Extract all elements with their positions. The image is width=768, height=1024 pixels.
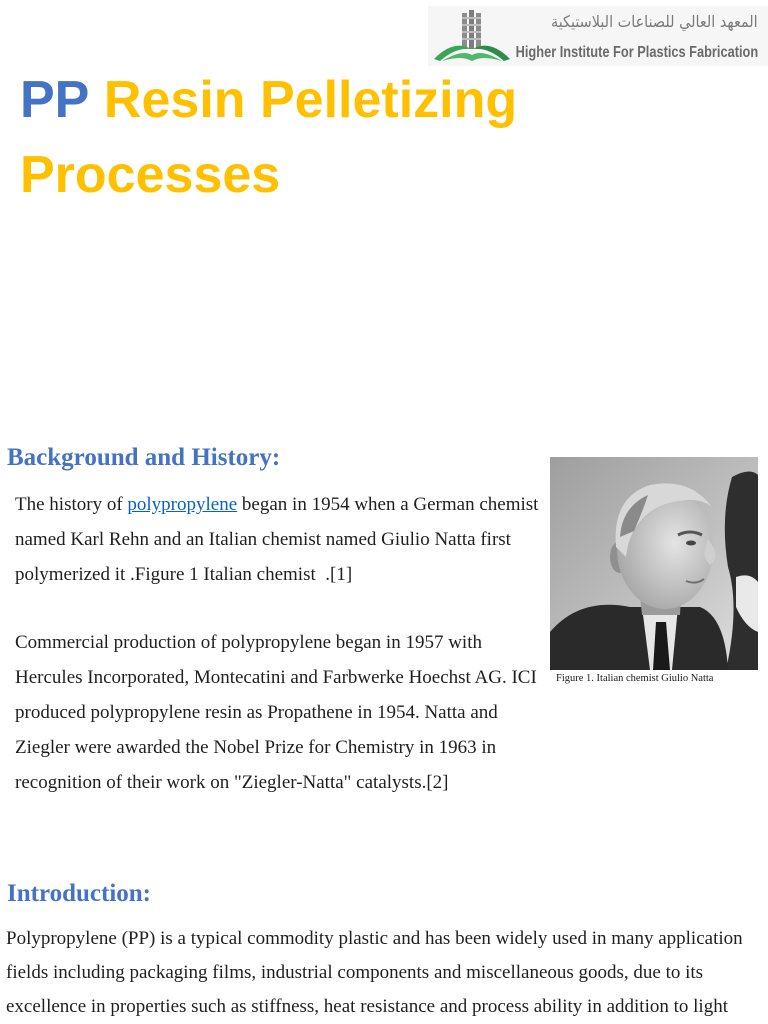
- paragraph-line: named Karl Rehn and an Italian chemist named Giulio Natta first: [15, 529, 511, 550]
- institute-english-name: Higher Institute For Plastics Fabrication: [515, 44, 758, 61]
- background-heading: Background and History:: [7, 444, 281, 471]
- paragraph-line: fields including packaging films, industrial components and miscellaneous goods, due to its: [6, 962, 704, 983]
- text-run: The history of: [15, 494, 128, 515]
- paragraph-line: [15, 487, 538, 522]
- background-paragraph-1: [15, 487, 538, 592]
- page-title: [20, 63, 517, 213]
- polypropylene-link[interactable]: polypropylene: [127, 494, 238, 515]
- text-run: began in 1954 when a German chemist: [237, 494, 539, 515]
- title-line1: Resin Pelletizing: [103, 71, 518, 129]
- title-prefix: PP: [20, 71, 90, 129]
- background-paragraph-2: [15, 625, 537, 800]
- paragraph-line: Commercial production of polypropylene began in 1957 with: [15, 632, 482, 653]
- paragraph-line: recognition of their work on "Ziegler-Natta" catalysts.[2]: [15, 772, 449, 793]
- institute-arabic-name: المعهد العالي للصناعات البلاستيكية: [551, 12, 758, 31]
- paragraph-line: produced polypropylene resin as Propathene in 1954. Natta and: [15, 702, 498, 723]
- building-icon: [432, 9, 512, 63]
- figure-caption: Figure 1. Italian chemist Giulio Natta: [556, 673, 714, 684]
- paragraph-line: polymerized it .Figure 1 Italian chemist .[1]: [15, 564, 353, 585]
- title-line2: Processes: [20, 146, 281, 204]
- paragraph-line: Polypropylene (PP) is a typical commodity plastic and has been widely used in many application: [6, 928, 743, 949]
- introduction-paragraph: [6, 922, 743, 1024]
- paragraph-line: Hercules Incorporated, Montecatini and Farbwerke Hoechst AG. ICI: [15, 667, 537, 688]
- introduction-heading: Introduction:: [7, 880, 152, 907]
- paragraph-line: excellence in properties such as stiffness, heat resistance and process ability in addition to light: [6, 996, 728, 1017]
- paragraph-line: Ziegler were awarded the Nobel Prize for Chemistry in 1963 in: [15, 737, 497, 758]
- giulio-natta-photo: [550, 457, 758, 670]
